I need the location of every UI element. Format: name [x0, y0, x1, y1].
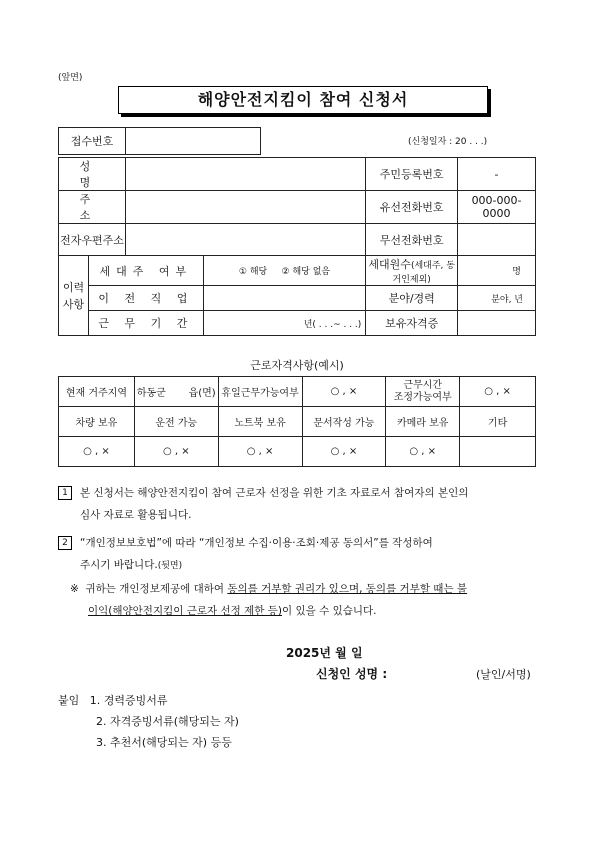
note-2-mark: 2: [58, 536, 72, 550]
time-adjust-label: 근무시간 조정가능여부: [386, 377, 460, 407]
field-career-input[interactable]: 분야, 년: [458, 286, 536, 311]
landline-input[interactable]: 000-000-0000: [458, 191, 536, 224]
page-title: 해양안전지킴이 참여 신청서: [118, 86, 488, 114]
email-input[interactable]: [125, 224, 365, 256]
household-head-options[interactable]: [203, 256, 366, 286]
household-option-no[interactable]: ② 해당 없음: [281, 267, 331, 277]
work-period-input[interactable]: 년( . . .~ . . .): [203, 311, 366, 336]
work-period-label: 근 무 기 간: [88, 311, 203, 336]
license-label: 보유자격증: [366, 311, 458, 336]
applicant-name-label: 신청인 성명 :: [316, 667, 388, 681]
work-info-table: [58, 376, 536, 467]
application-date: (신청일자 : 20 . . .): [408, 137, 488, 147]
resident-no-label: 주민등록번호: [366, 158, 458, 191]
col-header-driving: 운전 가능: [134, 407, 218, 437]
col-header-vehicle: 차량 보유: [59, 407, 135, 437]
note-2: 2 “개인정보보호법”에 따라 “개인정보 수집·이용·조회·제공 동의서”를 작성하여 주시기 바랍니다.(뒷면): [58, 532, 538, 577]
note-1: 1 본 신청서는 해양안전지킴이 참여 근로자 선정을 위한 기초 자료로서 참여자의 본인의 심사 자료로 활용됩니다.: [58, 482, 538, 526]
email-label: 전자우편주소: [59, 224, 126, 256]
license-input[interactable]: [458, 311, 536, 336]
col-header-camera: 카메라 보유: [386, 407, 460, 437]
attachment-item: 1. 경력증빙서류: [89, 694, 168, 707]
household-count-label: 세대원수(세대주, 동거인제외): [366, 256, 458, 286]
applicant-table: [58, 157, 536, 336]
attachment-item: 2. 자격증빙서류(해당되는 자): [96, 715, 239, 728]
household-head-label: 세대주 여부: [88, 256, 203, 286]
time-adjust-value[interactable]: ○ , ×: [460, 377, 536, 407]
value-laptop[interactable]: ○ , ×: [218, 437, 302, 467]
work-info-title: 근로자격사항(예시): [250, 359, 344, 372]
field-career-label: 분야/경력: [366, 286, 458, 311]
sign-stamp-label: (날인/서명): [476, 668, 531, 681]
household-count-input[interactable]: 명: [458, 256, 536, 286]
residence-value-town[interactable]: 읍(면): [176, 377, 218, 407]
resident-no-input[interactable]: -: [458, 158, 536, 191]
value-other[interactable]: [460, 437, 536, 467]
residence-label: 현재 거주지역: [59, 377, 135, 407]
career-section-label: 이력사항: [59, 256, 89, 336]
col-header-other: 기타: [460, 407, 536, 437]
holiday-value[interactable]: ○ , ×: [302, 377, 386, 407]
previous-job-input[interactable]: [203, 286, 366, 311]
value-vehicle[interactable]: ○ , ×: [59, 437, 135, 467]
value-camera[interactable]: ○ , ×: [386, 437, 460, 467]
col-header-laptop: 노트북 보유: [218, 407, 302, 437]
mobile-label: 무선전화번호: [366, 224, 458, 256]
attachments: 붙임 1. 경력증빙서류 2. 자격증빙서류(해당되는 자) 3. 추천서(해당되는 자) 등등: [58, 690, 239, 753]
note-1-mark: 1: [58, 486, 72, 500]
note-3: ※ 귀하는 개인정보제공에 대하여 동의를 거부할 권리가 있으며, 동의를 거부할 때는 불 이익(해양안전지킴이 근로자 선정 제한 등)이 있을 수 있습니다.: [70, 583, 468, 617]
landline-label: 유선전화번호: [366, 191, 458, 224]
front-label: (앞면): [58, 73, 83, 83]
household-option-yes[interactable]: ① 해당: [238, 267, 268, 277]
name-input[interactable]: [125, 158, 365, 191]
mobile-input[interactable]: [458, 224, 536, 256]
receipt-value[interactable]: [126, 128, 261, 155]
signature-date: 2025년 월 일: [286, 646, 363, 660]
residence-value-county[interactable]: 하동군: [134, 377, 176, 407]
address-input[interactable]: [125, 191, 365, 224]
value-document[interactable]: ○ , ×: [302, 437, 386, 467]
name-label: 성 명: [59, 158, 126, 191]
value-driving[interactable]: ○ , ×: [134, 437, 218, 467]
attachment-item: 3. 추천서(해당되는 자) 등등: [96, 736, 232, 749]
receipt-table: [58, 127, 261, 155]
receipt-label: 접수번호: [59, 128, 126, 155]
holiday-label: 휴일근무가능여부: [218, 377, 302, 407]
previous-job-label: 이 전 직 업: [88, 286, 203, 311]
address-label: 주 소: [59, 191, 126, 224]
col-header-document: 문서작성 가능: [302, 407, 386, 437]
